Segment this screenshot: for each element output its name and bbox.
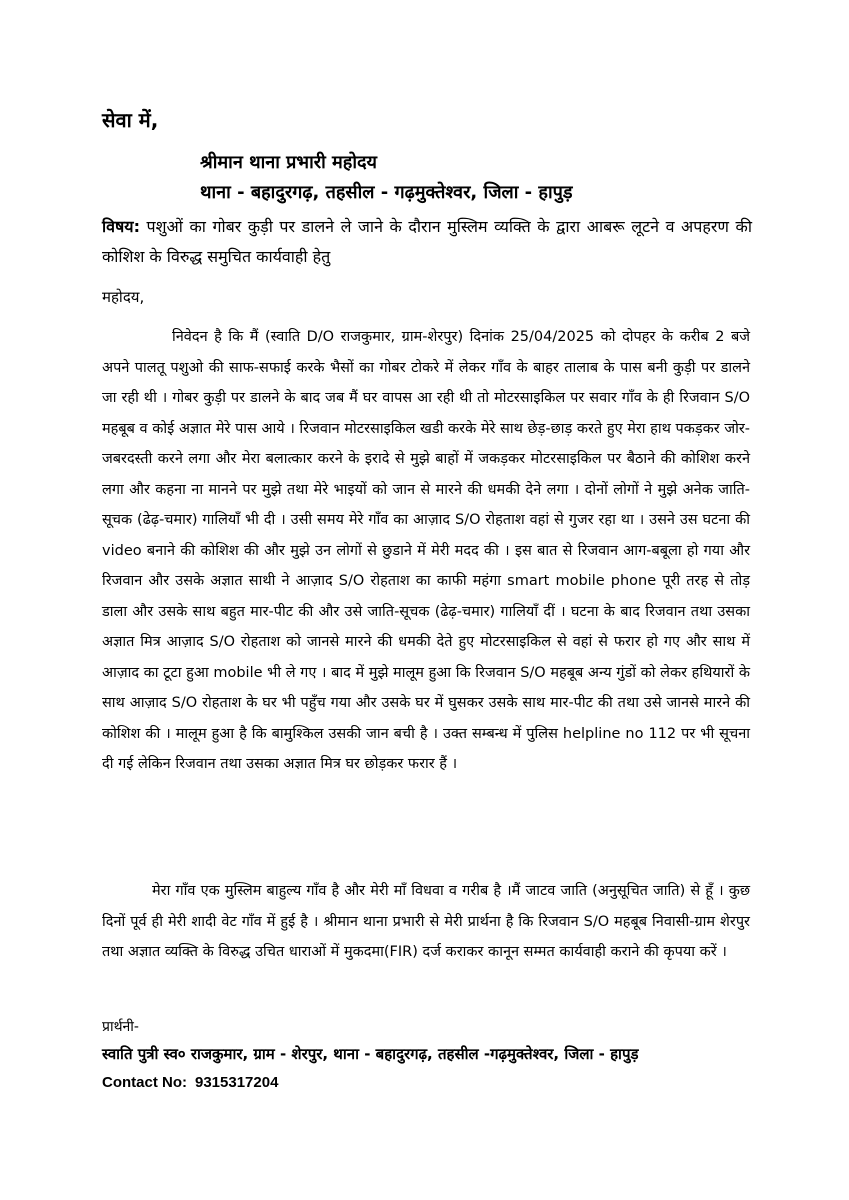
contact-label: Contact No:: [102, 1074, 187, 1091]
contact-number: 9315317204: [195, 1074, 279, 1091]
greeting: महोदय,: [102, 288, 145, 306]
signature-line: स्वाति पुत्री स्व० राजकुमार, ग्राम - शेरपुर, थाना - बहादुरगढ़, तहसील -गढ़मुक्तेश्वर, जिला - हापुड़: [102, 1045, 639, 1063]
contact-line: [102, 1074, 278, 1091]
subject-line: [102, 212, 752, 272]
salutation: सेवा में,: [102, 108, 159, 132]
body-paragraph-2: मेरा गाँव एक मुस्लिम बाहुल्य गाँव है और मेरी माँ विधवा व गरीब है ।मैं जाटव जाति (अनुसूचित जाति) से हूँ । कुछ दिनों पूर्व ही मेरी शादी वेट गाँव में हुई है । श्रीमान थाना प्रभारी से मेरी प्रार्थना है कि रिजवान S/O महबूब निवासी-ग्राम शेरपुर तथा अज्ञात व्यक्ति के विरुद्ध उचित धाराओं में मुकदमा(FIR) दर्ज कराकर कानून सम्मत कार्यवाही कराने की कृपया करें ।: [102, 883, 750, 960]
body-paragraph-1: निवेदन है कि मैं (स्वाति D/O राजकुमार, ग्राम-शेरपुर) दिनांक 25/04/2025 को दोपहर के करीब 2 बजे अपने पालतू पशुओ की साफ-सफाई करके भैसों का गोबर टोकरे में लेकर गाँव के बाहर तालाब के पास बनी कुड़ी पर डालने जा रही थी । गोबर कुड़ी पर डालने के बाद जब मैं घर वापस आ रही थी तो मोटरसाइकिल पर सवार गाँव के ही रिजवान S/O महबूब व कोई अज्ञात मेरे पास आये । रिजवान मोटरसाइकिल खडी करके मेरे साथ छेड़-छाड़ करते हुए मेरा हाथ पकड़कर जोर-जबरदस्ती करने लगा और मेरा बलात्कार करने के इरादे से मुझे बाहों में जकड़कर मोटरसाइकिल पर बैठाने की कोशिश करने लगा और कहना ना मानने पर मुझे तथा मेरे भाइयों को जान से मारने की धमकी देने लगा । दोनों लोगों ने मुझे अनेक जाति-सूचक (ढेढ़-चमार) गालियाँ भी दी । उसी समय मेरे गाँव का आज़ाद S/O रोहताश वहां से गुजर रहा था । उसने उस घटना की video बनाने की कोशिश की और मुझे उन लोगों से छुडाने में मेरी मदद की । इस बात से रिजवान आग-बबूला हो गया और रिजवान और उसके अज्ञात साथी ने आज़ाद S/O रोहताश का काफी महंगा smart mobile phone पूरी तरह से तोड़ डाला और उसके साथ बहुत मार-पीट की और उसे जाति-सूचक (ढेढ़-चमार) गालियाँ दीं । घटना के बाद रिजवान तथा उसका अज्ञात मित्र आज़ाद S/O रोहताश को जानसे मारने की धमकी देते हुए मोटरसाइकिल से वहां से फरार हो गए और साथ में आज़ाद का टूटा हुआ mobile भी ले गए । बाद में मुझे मालूम हुआ कि रिजवान S/O महबूब अन्य गुंडों को लेकर हथियारों के साथ आज़ाद S/O रोहताश के घर भी पहुँच गया और उसके घर में घुसकर उसके साथ मार-पीट की तथा उसे जानसे मारने की कोशिश की । मालूम हुआ है कि बामुश्किल उसकी जान बची है । उक्त सम्बन्ध में पुलिस helpline no 112 पर भी सूचना दी गई लेकिन रिजवान तथा उसका अज्ञात मित्र घर छोड़कर फरार हैं ।: [102, 329, 750, 772]
signoff: प्रार्थनी-: [102, 1019, 139, 1035]
subject-label: विषय:: [102, 217, 140, 236]
subject-text: पशुओं का गोबर कुड़ी पर डालने ले जाने के दौरान मुस्लिम व्यक्ति के द्वारा आबरू लूटने व अपहरण की कोशिश के विरुद्ध समुचित कार्यवाही हेतु: [102, 217, 752, 266]
addressee-address: थाना - बहादुरगढ़, तहसील - गढ़मुक्तेश्वर, जिला - हापुड़: [200, 182, 573, 203]
addressee-title: श्रीमान थाना प्रभारी महोदय: [200, 152, 378, 173]
